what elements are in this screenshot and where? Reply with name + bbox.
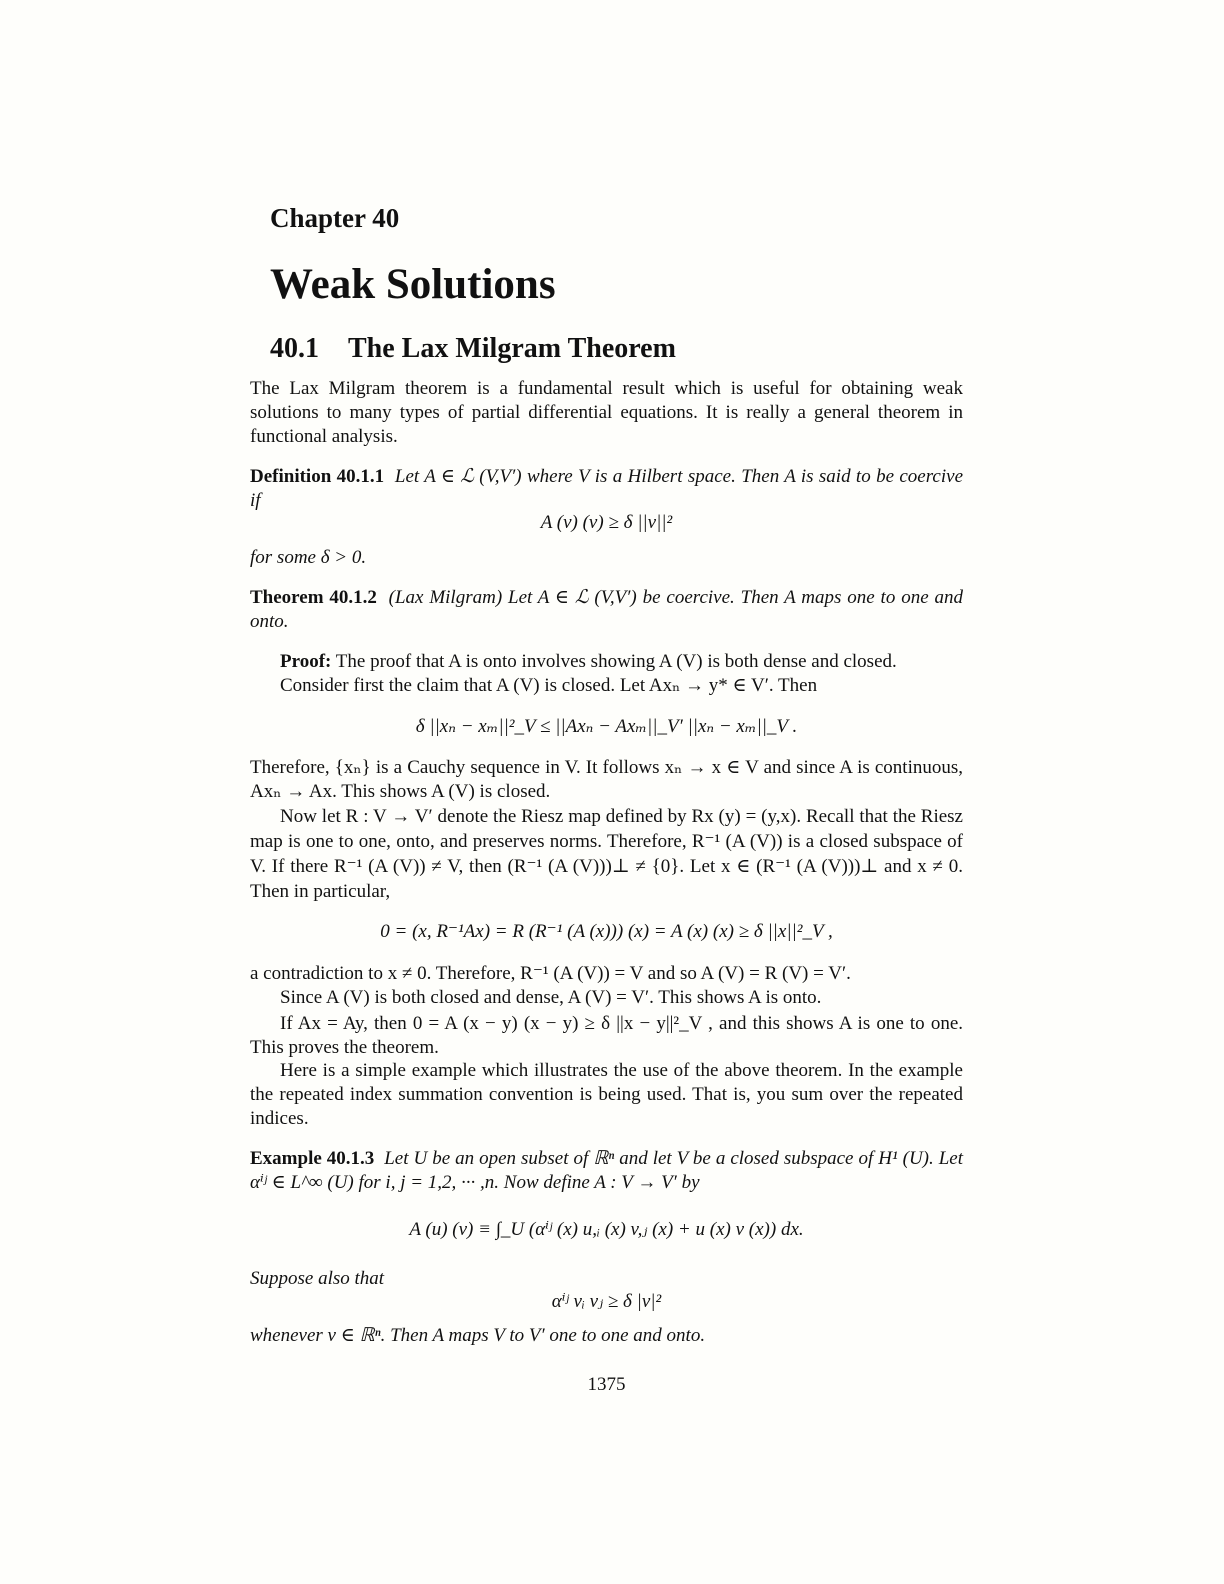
intro-paragraph: The Lax Milgram theorem is a fundamental result which is useful for obtaining weak solutions to many types of partial differential equations. It is really a general theorem in functional analysis. bbox=[250, 378, 963, 447]
section-number: 40.1 bbox=[270, 333, 319, 364]
definition-equation: A (v) (v) ≥ δ ||v||² bbox=[540, 512, 673, 533]
proof-paragraph-2: Now let R : V → V′ denote the Riesz map defined by Rx (y) = (y,x). Recall that the Riesz map is one to one, onto, and preserves norms. Therefore, R⁻¹ (A (V)) is a closed subspace of V. If there R⁻¹ (A (V)) ≠ V, then (R⁻¹ (A (V)))⊥ ≠ {0}. Let x ∈ (R⁻¹ (A (V)))⊥ and x ≠ 0. Then in particular, bbox=[250, 806, 963, 902]
example-suppose: Suppose also that bbox=[250, 1268, 385, 1289]
theorem-text: (Lax Milgram) Let A ∈ ℒ (V,V′) be coercive. Then A maps one to one and onto. bbox=[250, 587, 964, 632]
proof-paragraph-1: Therefore, {xₙ} is a Cauchy sequence in V. It follows xₙ → x ∈ V and since A is continuous, Axₙ → Ax. This shows A (V) is closed. bbox=[250, 757, 963, 802]
chapter-label: Chapter 40 bbox=[270, 203, 400, 233]
proof-paragraph-5: If Ax = Ay, then 0 = A (x − y) (x − y) ≥ δ ||x − y||²_V , and this shows A is one to one. This proves the theorem. bbox=[250, 1013, 963, 1058]
proof-line-1-text: The proof that A is onto involves showing A (V) is both dense and closed. bbox=[335, 651, 897, 672]
proof-label: Proof: bbox=[280, 651, 332, 672]
proof-paragraph-4: Since A (V) is both closed and dense, A (V) = V′. This shows A is onto. bbox=[280, 987, 822, 1008]
section-heading bbox=[270, 333, 676, 365]
chapter-title: Weak Solutions bbox=[270, 261, 556, 308]
definition-text: Let A ∈ ℒ (V,V′) where V is a Hilbert space. Then A is said to be coercive if bbox=[250, 466, 964, 511]
theorem-block bbox=[250, 586, 963, 634]
example-block bbox=[250, 1147, 963, 1195]
proof-line-1 bbox=[280, 650, 963, 674]
proof-equation-2: 0 = (x, R⁻¹Ax) = R (R⁻¹ (A (x))) (x) = A (x) (x) ≥ δ ||x||²_V , bbox=[380, 921, 833, 942]
section-title: The Lax Milgram Theorem bbox=[348, 333, 676, 364]
theorem-label: Theorem 40.1.2 bbox=[250, 587, 377, 608]
example-equation-1: A (u) (v) ≡ ∫_U (αⁱʲ (x) u,ᵢ (x) v,ⱼ (x) + u (x) v (x)) dx. bbox=[409, 1219, 804, 1240]
example-after: whenever v ∈ ℝⁿ. Then A maps V to V′ one to one and onto. bbox=[250, 1325, 706, 1346]
definition-after: for some δ > 0. bbox=[250, 547, 367, 568]
definition-label: Definition 40.1.1 bbox=[250, 466, 385, 487]
example-equation-2: αⁱʲ vᵢ vⱼ ≥ δ |v|² bbox=[551, 1291, 662, 1312]
example-label: Example 40.1.3 bbox=[250, 1148, 375, 1169]
page-number: 1375 bbox=[587, 1374, 626, 1395]
proof-paragraph-3: a contradiction to x ≠ 0. Therefore, R⁻¹ (A (V)) = V and so A (V) = R (V) = V′. bbox=[250, 963, 851, 984]
proof-equation-1: δ ||xₙ − xₘ||²_V ≤ ||Axₙ − Axₘ||_V′ ||xₙ − xₘ||_V . bbox=[415, 716, 798, 737]
definition-block bbox=[250, 465, 963, 513]
proof-line-2: Consider first the claim that A (V) is closed. Let Axₙ → y* ∈ V′. Then bbox=[280, 675, 818, 696]
example-text: Let U be an open subset of ℝⁿ and let V be a closed subspace of H¹ (U). Let αⁱʲ ∈ L^∞ (U) for i, j = 1,2, ··· ,n. Now define A : V → V′ by bbox=[250, 1148, 964, 1193]
proof-paragraph-6: Here is a simple example which illustrates the use of the above theorem. In the example the repeated index summation convention is being used. That is, you sum over the repeated indices. bbox=[250, 1060, 963, 1129]
